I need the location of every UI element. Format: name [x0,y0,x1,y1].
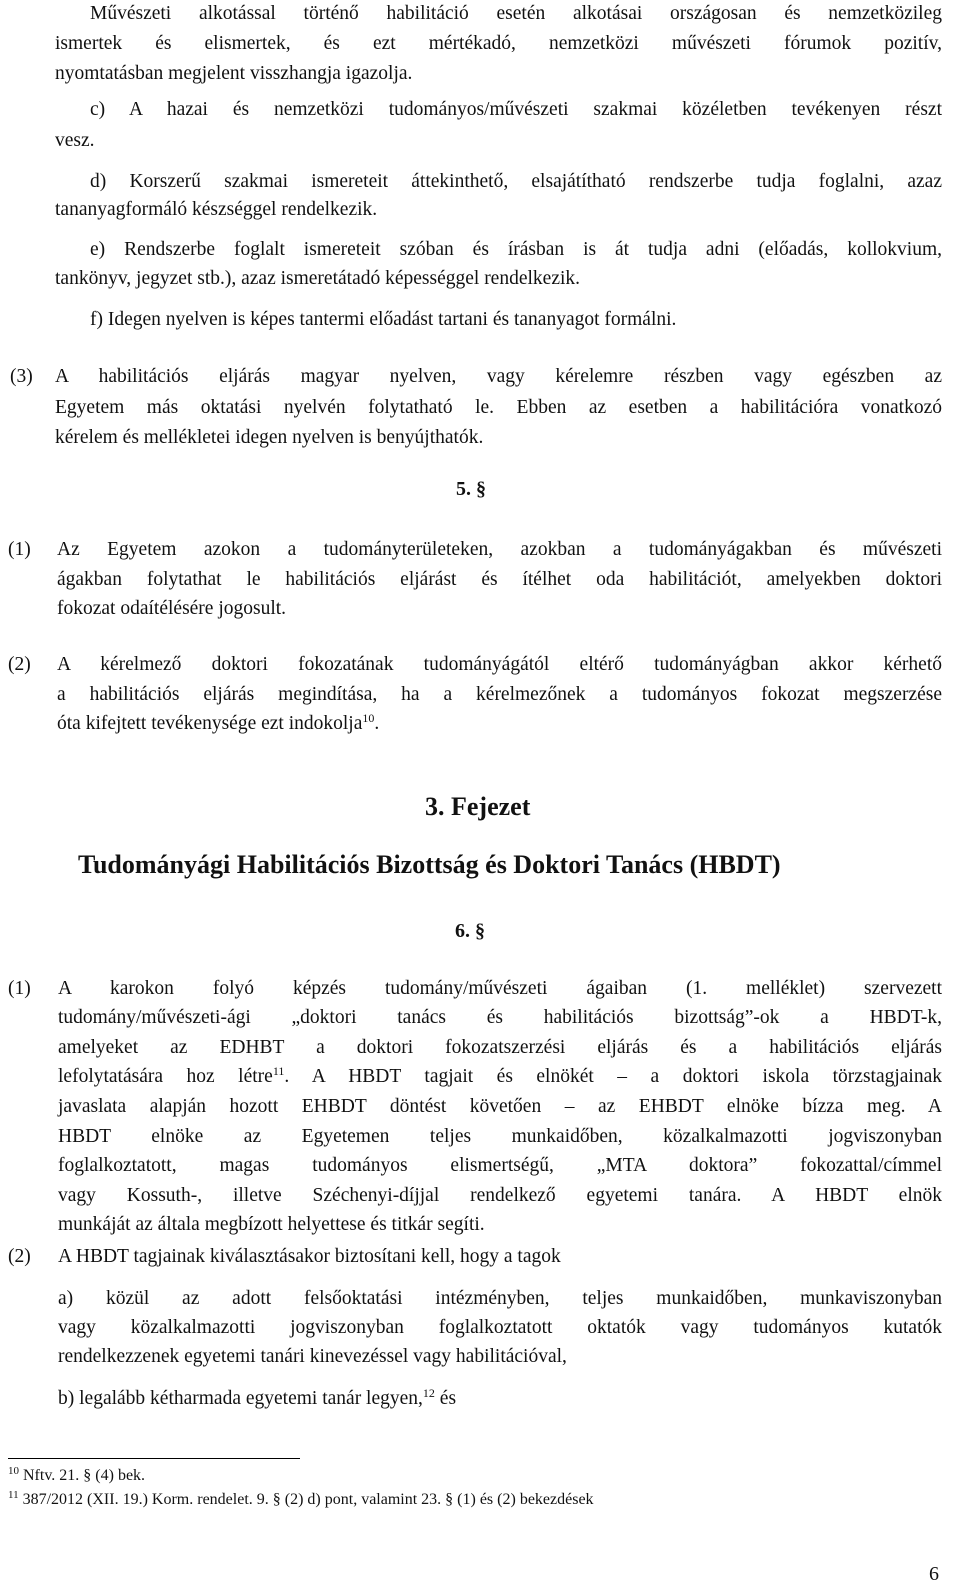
paragraph-number: (3) [10,366,33,387]
text-line: A kérelmező doktori fokozatának tudományágától eltérő tudományágban akkor kérhető [57,654,942,675]
text-line: A HBDT tagjainak kiválasztásakor biztosítani kell, hogy a tagok [58,1246,561,1267]
paragraph-number: (1) [8,978,31,999]
chapter-title: Tudományági Habilitációs Bizottság és Doktori Tanács (HBDT) [78,850,781,879]
section-heading-5: 5. § [456,478,486,500]
footnote-text: Nftv. 21. § (4) bek. [23,1467,146,1484]
text-line: f) Idegen nyelven is képes tantermi előadást tartani és tananyagot formálni. [90,309,677,330]
text-line [57,712,379,736]
chapter-label: 3. Fejezet [425,792,531,821]
section-heading-6: 6. § [455,920,485,942]
footnote-number: 11 [8,1489,19,1501]
text-line: e) Rendszerbe foglalt ismereteit szóban és írásban is át tudja adni (előadás, kollokvium, [90,239,942,260]
text-line: c) A hazai és nemzetközi tudományos/művészeti szakmai közéletben tevékenyen részt [90,99,942,120]
text-line: vagy közalkalmazotti jogviszonyban foglalkoztatott oktatók vagy tudományos kutatók [58,1317,942,1338]
text-line: foglalkoztatott, magas tudományos elismertségű, „MTA doktora” fokozattal/címmel [58,1155,942,1176]
text-line: tankönyv, jegyzet stb.), azaz ismeretátadó képességgel rendelkezik. [55,268,581,289]
text-line: fokozat odaítélésére jogosult. [57,598,287,619]
text-line: ágakban folytathat le habilitációs eljárást és ítélhet oda habilitációt, amelyekben doktori [57,569,942,590]
footnote-text: 387/2012 (XII. 19.) Korm. rendelet. 9. § (2) d) pont, valamint 23. § (1) és (2) bekezdések [22,1491,594,1508]
footnote-10 [8,1467,145,1485]
footnote-number: 10 [8,1465,19,1477]
paragraph-number: (2) [8,654,31,675]
text-line: munkáját az általa megbízott helyettese és titkár segíti. [58,1214,485,1235]
text-line: Az Egyetem azokon a tudományterületeken, azokban a tudományágakban és művészeti [57,539,942,560]
text-line: a) közül az adott felsőoktatási intézményben, teljes munkaidőben, munkaviszonyban [58,1288,942,1309]
text-fragment: b) legalább kétharmada egyetemi tanár legyen, [58,1388,423,1409]
footnote-ref-11[interactable]: 11 [272,1064,285,1078]
text-fragment: . [374,713,380,734]
text-line [58,1387,456,1411]
text-line: amelyeket az EDHBT a doktori fokozatszerzési eljárás és a habilitációs eljárás [58,1037,942,1058]
text-fragment: . A HBDT tagjait és elnökét – a doktori iskola törzstagjainak [284,1066,942,1087]
text-line: A karokon folyó képzés tudomány/művészeti ágaiban (1. melléklet) szervezett [58,978,942,999]
text-line: nyomtatásban megjelent visszhangja igazolja. [55,63,413,84]
footnote-separator [8,1458,300,1459]
paragraph-number: (2) [8,1246,31,1267]
text-line: Művészeti alkotással történő habilitáció esetén alkotásai országosan és nemzetközileg [90,3,942,24]
text-line: rendelkezzenek egyetemi tanári kinevezéssel vagy habilitációval, [58,1346,567,1367]
paragraph-number: (1) [8,539,31,560]
footnote-ref-10[interactable]: 10 [362,711,375,725]
text-fragment: lefolytatására hoz létre [58,1066,273,1087]
text-fragment: és [439,1388,457,1409]
text-line: vesz. [55,130,95,151]
text-line [58,1065,942,1089]
footnote-ref-12[interactable]: 12 [422,1386,435,1400]
text-line: ismertek és elismertek, és ezt mértékadó, nemzetközi művészeti fórumok pozitív, [55,33,942,54]
footnote-11 [8,1491,594,1509]
text-line: javaslata alapján hozott EHBDT döntést követően – az EHBDT elnöke bízza meg. A [58,1096,942,1117]
text-line: tudomány/művészeti-ági „doktori tanács és habilitációs bizottság”-ok a HBDT-k, [58,1007,942,1028]
text-line: HBDT elnöke az Egyetemen teljes munkaidőben, közalkalmazotti jogviszonyban [58,1126,942,1147]
text-line: A habilitációs eljárás magyar nyelven, vagy kérelemre részben vagy egészben az [55,366,942,387]
text-line: d) Korszerű szakmai ismereteit áttekinthető, elsajátítható rendszerbe tudja foglalni, azaz [90,171,942,192]
text-line: Egyetem más oktatási nyelvén folytatható le. Ebben az esetben a habilitációra vonatkozó [55,397,942,418]
text-line: kérelem és mellékletei idegen nyelven is benyújthatók. [55,427,484,448]
text-line: a habilitációs eljárás megindítása, ha a kérelmezőnek a tudományos fokozat megszerzése [57,684,942,705]
text-line: vagy Kossuth-, illetve Széchenyi-díjjal rendelkező egyetemi tanára. A HBDT elnök [58,1185,942,1206]
text-line: tananyagformáló készséggel rendelkezik. [55,199,378,220]
text-fragment: óta kifejtett tevékenysége ezt indokolja [57,713,363,734]
page-number: 6 [929,1563,939,1585]
